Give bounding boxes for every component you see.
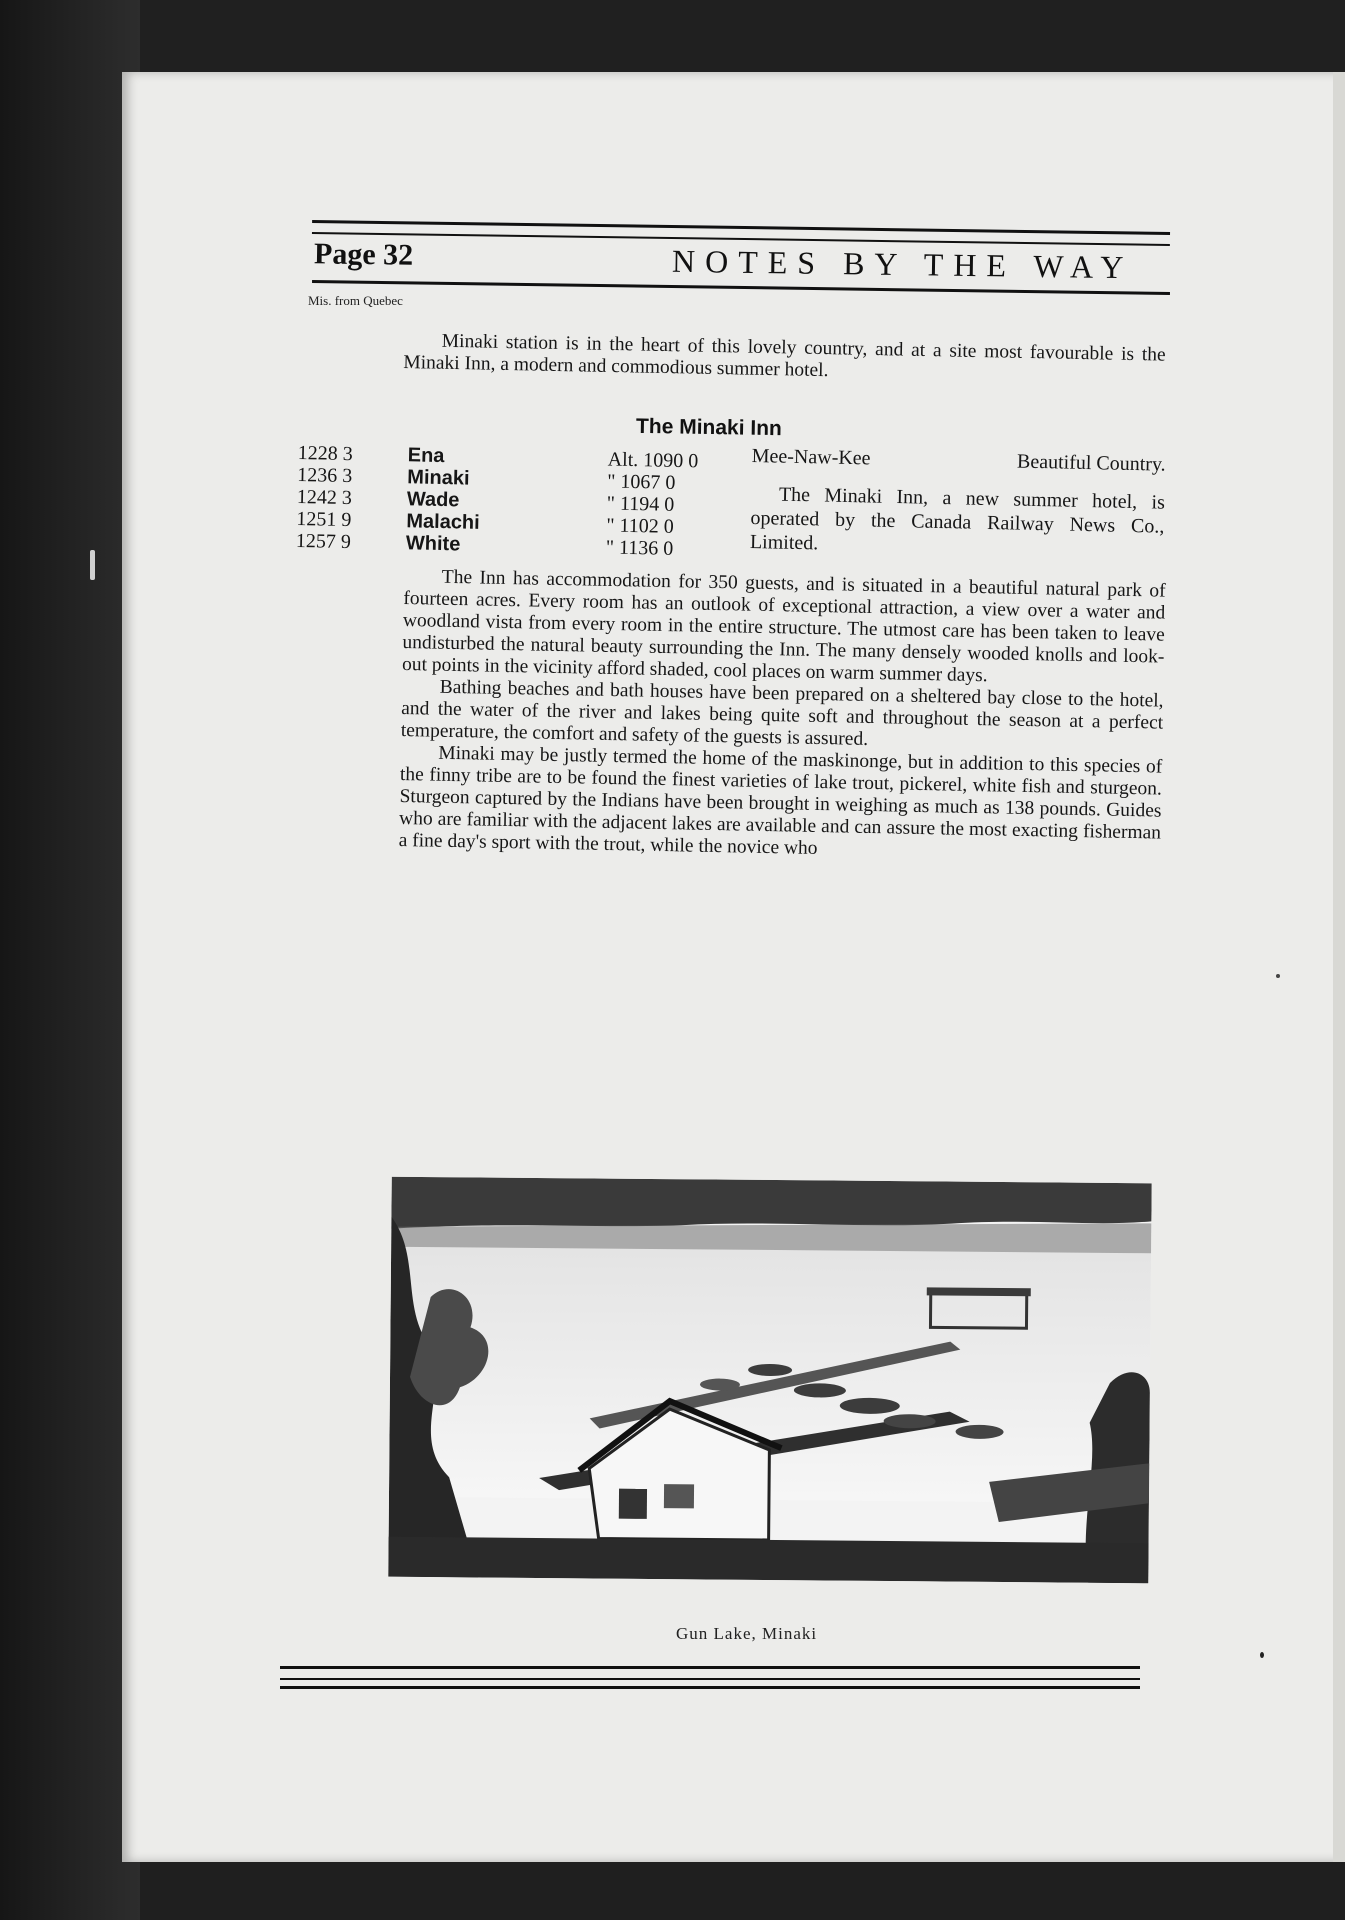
main-body-text — [399, 566, 1166, 867]
station-miles: 1236 3 — [297, 463, 353, 488]
side-note-meaning: Beautiful Country. — [1016, 450, 1166, 476]
station-name: White — [405, 532, 461, 556]
side-note-name: Mee-Naw-Kee — [751, 444, 871, 470]
station-altitude: " 1194 0 — [606, 492, 675, 516]
side-note-text: The Minaki Inn, a new summer hotel, is operated by the Canada Railway News Co., Limited. — [749, 483, 1166, 555]
foreground-shore — [388, 1537, 1148, 1584]
scan-speck — [1260, 1652, 1264, 1658]
scan-background-top — [0, 0, 1345, 72]
station-side-note — [750, 444, 1166, 563]
body-paragraph: Minaki may be justly termed the home of the maskinonge, but in addition to this species of the finny tribe are to be found the finest varieties of lake trout, pickerel, white fish and sturgeon. Sturgeon captured by the Indians have been brought in weighing as much as 138 pounds. Guides who are familiar with the adjacent lakes are available and can assure the most exacting fisherman a fine day's sport with the trout, while the novice who — [398, 742, 1163, 859]
footer-rule — [280, 1666, 1140, 1680]
station-miles: 1242 3 — [296, 485, 353, 510]
intro-text: Minaki station is in the heart of this lovely country, and at a site most favourable is the Minaki Inn, a modern and commodious summer hotel. — [403, 330, 1166, 382]
station-name: Ena — [407, 444, 445, 468]
boathouse-door — [619, 1489, 647, 1519]
section-heading: The Minaki Inn — [635, 414, 783, 441]
station-miles: 1257 9 — [295, 529, 352, 554]
station-altitude: Alt. 1090 0 — [607, 448, 699, 473]
scan-speck — [90, 550, 95, 580]
boathouse-window — [664, 1484, 694, 1508]
footer-rule-lower — [280, 1686, 1140, 1689]
station-name: Minaki — [407, 466, 470, 490]
station-miles: 1228 3 — [297, 442, 353, 466]
scan-speck — [1276, 974, 1280, 978]
mileage-margin-note: Mis. from Quebec — [308, 293, 403, 308]
scan-background-left — [0, 0, 140, 1920]
pavilion-roof — [927, 1287, 1031, 1296]
station-altitude: " 1102 0 — [606, 514, 674, 538]
lake-photograph — [388, 1177, 1151, 1584]
station-altitude: " 1136 0 — [605, 536, 674, 560]
station-name: Wade — [406, 488, 460, 512]
photo-caption: Gun Lake, Minaki — [676, 1624, 818, 1643]
body-paragraph: Bathing beaches and bath houses have been prepared on a sheltered bay close to the hotel, and the water of the river and lakes being quite soft and throughout the season at a perfect temperature, the comfort and safety of the guests is assured. — [400, 676, 1164, 750]
station-name: Malachi — [406, 510, 480, 534]
page-gutter — [1333, 72, 1345, 1862]
page-number: Page 32 — [313, 237, 414, 272]
body-paragraph: The Inn has accommodation for 350 guests, and is situated in a beautiful natural park of fourteen acres. Every room has an outlook of exceptional attraction, a view over a water and woodland vista from every room in the entire structure. The utmost care has been taken to leave undisturbed the natural beauty surrounding the Inn. The many densely wooded knolls and look-out points in the vicinity afford shaded, cool places on warm summer days. — [401, 566, 1166, 687]
running-title: NOTES BY THE WAY — [671, 242, 1134, 286]
station-miles: 1251 9 — [296, 507, 352, 532]
station-altitude: " 1067 0 — [607, 470, 676, 494]
